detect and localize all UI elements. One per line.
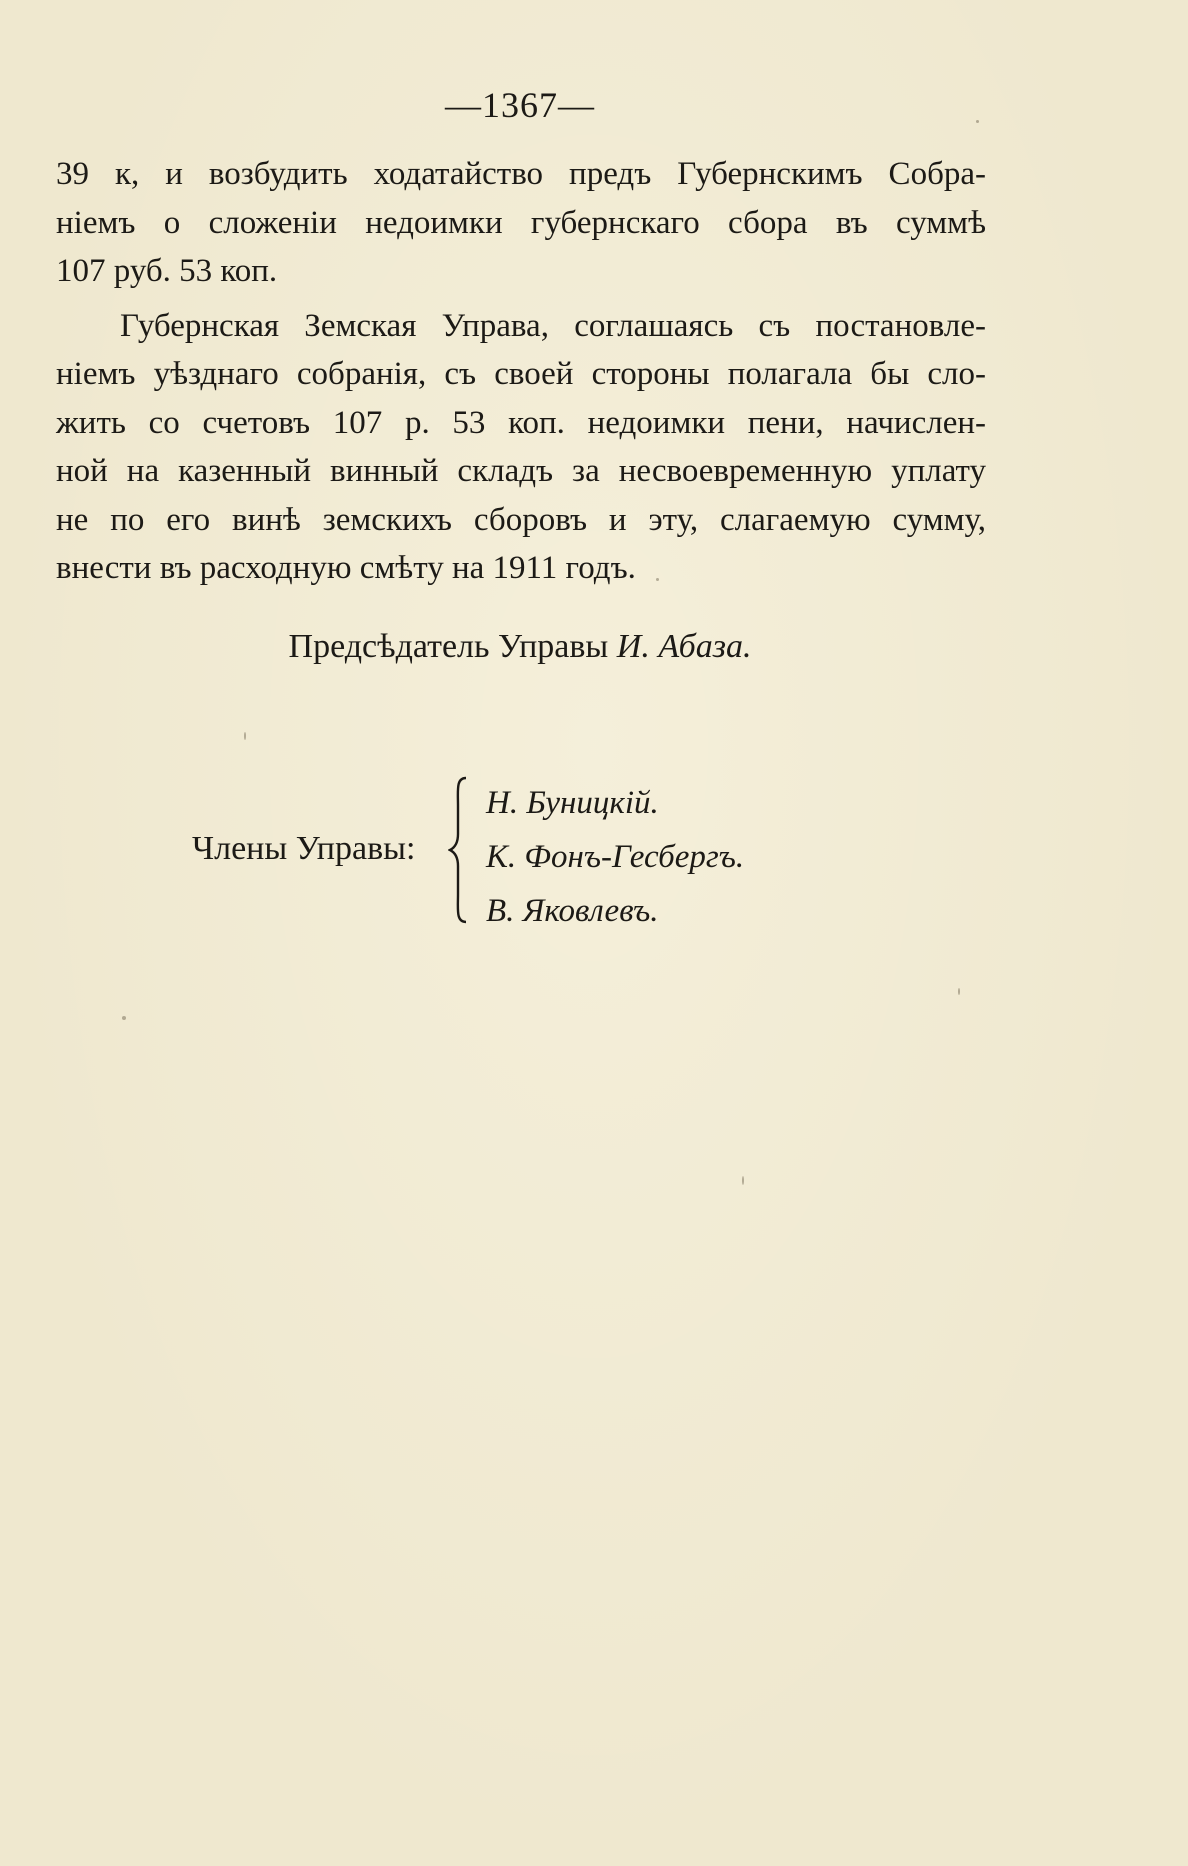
text-line: не по его винѣ земскихъ сборовъ и эту, слагаемую сумму, xyxy=(56,501,986,538)
page-number: —1367— xyxy=(445,85,595,125)
paper-speck xyxy=(958,988,960,995)
paragraph-1 xyxy=(56,150,986,296)
member-name: В. Яковлевъ. xyxy=(486,893,659,929)
body-text xyxy=(56,150,986,593)
chairman-name: И. Абаза. xyxy=(616,628,752,665)
paper-speck xyxy=(122,1016,126,1020)
chairman-title: Предсѣдатель Управы xyxy=(288,628,609,665)
members-label: Члены Управы: xyxy=(192,830,416,867)
members-block xyxy=(0,776,1188,936)
chairman-signature xyxy=(0,628,1040,666)
text-line: жить со счетовъ 107 р. 53 коп. недоимки пени, начислен- xyxy=(56,404,986,441)
paper-speck xyxy=(244,732,246,740)
text-line: ніемъ о сложеніи недоимки губернскаго сбора въ суммѣ xyxy=(56,204,986,241)
paper-speck xyxy=(976,120,979,123)
paper-speck xyxy=(656,578,659,581)
text-line: Губернская Земская Управа, соглашаясь съ постановле- xyxy=(120,307,986,344)
text-line: 107 руб. 53 коп. xyxy=(56,253,278,289)
members-list xyxy=(486,776,744,938)
curly-brace-icon xyxy=(448,776,472,924)
paragraph-2 xyxy=(56,302,986,593)
paper-speck xyxy=(742,1176,744,1185)
text-line: ной на казенный винный складъ за несвоевременную уплату xyxy=(56,453,986,489)
text-line: внести въ расходную смѣту на 1911 годъ. xyxy=(56,550,636,586)
text-line: 39 к, и возбудить ходатайство предъ Губернскимъ Собра- xyxy=(56,156,986,192)
member-name: Н. Буницкій. xyxy=(486,785,659,821)
member-name: К. Фонъ-Гесбергъ. xyxy=(486,839,745,875)
text-line: ніемъ уѣзднаго собранія, съ своей стороны полагала бы сло- xyxy=(56,356,986,392)
